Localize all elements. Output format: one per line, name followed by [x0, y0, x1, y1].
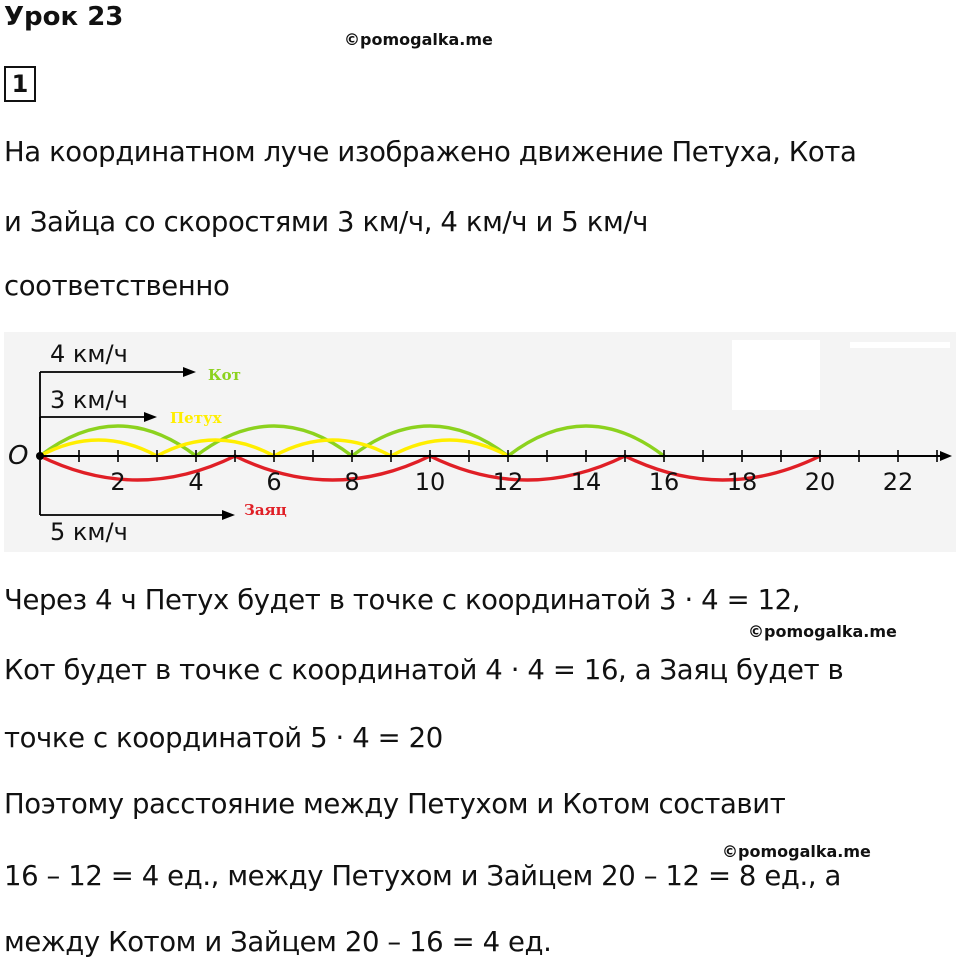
- tick-label: 2: [110, 468, 126, 496]
- tick-label: 12: [492, 468, 524, 496]
- tick-label: 4: [188, 468, 204, 496]
- origin-label: O: [8, 441, 29, 471]
- intro-line-1: На координатном луче изображено движение Петуха, Кота: [4, 136, 857, 168]
- rooster-name-label: Петух: [170, 409, 222, 427]
- intro-line-3: соответственно: [4, 270, 230, 302]
- tick-label: 20: [804, 468, 836, 496]
- tick-label: 22: [882, 468, 914, 496]
- tick-label: 14: [570, 468, 602, 496]
- coordinate-ray-figure: [4, 332, 956, 552]
- tick-label: 16: [648, 468, 680, 496]
- watermark: ©pomogalka.me: [722, 842, 871, 861]
- figure-blank-strip: [850, 342, 950, 348]
- watermark: ©pomogalka.me: [344, 30, 493, 49]
- answer-line-3: точке с координатой 5 · 4 = 20: [4, 722, 443, 754]
- tick-label: 18: [726, 468, 758, 496]
- cat-speed-label: 4 км/ч: [50, 340, 128, 368]
- rooster-speed-label: 3 км/ч: [50, 386, 128, 414]
- answer-line-5: 16 – 12 = 4 ед., между Петухом и Зайцем 20 – 12 = 8 ед., а: [4, 860, 841, 892]
- watermark: ©pomogalka.me: [748, 622, 897, 641]
- task-number: 1: [4, 66, 36, 102]
- intro-line-2: и Зайца со скоростями 3 км/ч, 4 км/ч и 5 км/ч: [4, 206, 649, 238]
- cat-name-label: Кот: [208, 366, 241, 384]
- answer-line-2: Кот будет в точке с координатой 4 · 4 = 16, а Заяц будет в: [4, 654, 844, 686]
- answer-line-4: Поэтому расстояние между Петухом и Котом составит: [4, 788, 786, 820]
- page-title: Урок 23: [4, 2, 124, 32]
- tick-label: 6: [266, 468, 282, 496]
- hare-name-label: Заяц: [244, 501, 287, 519]
- answer-line-1: Через 4 ч Петух будет в точке с координатой 3 · 4 = 12,: [4, 584, 801, 616]
- answer-line-6: между Котом и Зайцем 20 – 16 = 4 ед.: [4, 926, 552, 958]
- tick-label: 8: [344, 468, 360, 496]
- figure-blank-patch: [732, 340, 820, 410]
- tick-label: 10: [414, 468, 446, 496]
- hare-speed-label: 5 км/ч: [50, 518, 128, 546]
